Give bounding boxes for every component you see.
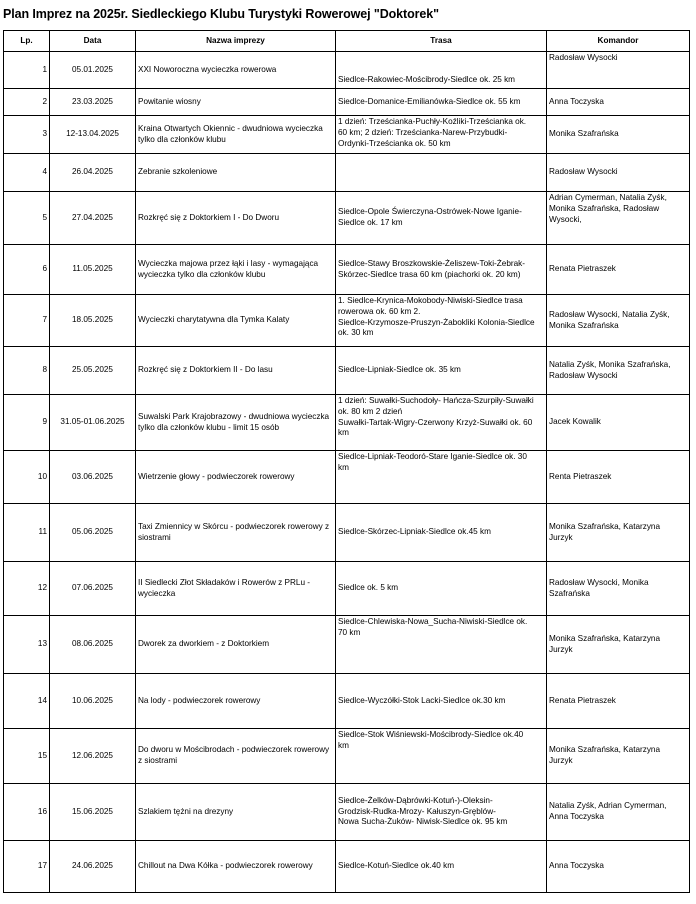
row-number: 17 xyxy=(4,841,50,893)
row-number: 8 xyxy=(4,347,50,395)
event-route: Siedlce ok. 5 km xyxy=(336,562,547,616)
event-name: Rozkręć się z Doktorkiem I - Do Dworu xyxy=(136,192,336,245)
route-line: Ordynki-Trześcianka ok. 50 km xyxy=(338,138,451,148)
event-route: Siedlce-Wyczółki-Stok Lacki-Siedlce ok.30 km xyxy=(336,674,547,729)
row-number: 16 xyxy=(4,784,50,841)
event-date: 25.05.2025 xyxy=(50,347,136,395)
event-date: 10.06.2025 xyxy=(50,674,136,729)
event-name: Rozkręć się z Doktorkiem II - Do lasu xyxy=(136,347,336,395)
table-row xyxy=(4,395,690,451)
event-name: Kraina Otwartych Okiennic - dwudniowa wycieczka tylko dla członków klubu xyxy=(136,116,336,154)
table-row xyxy=(4,295,690,347)
commander-line: Jurzyk xyxy=(549,532,573,542)
event-name: Chillout na Dwa Kółka - podwieczorek rowerowy xyxy=(136,841,336,893)
event-commander xyxy=(547,784,690,841)
event-commander: Renata Pietraszek xyxy=(547,674,690,729)
commander-line: Szafrańska xyxy=(549,588,590,598)
event-date: 18.05.2025 xyxy=(50,295,136,347)
event-route: Siedlce-Rakowiec-Mościbrody-Siedlce ok. 25 km xyxy=(336,52,547,89)
event-commander xyxy=(547,562,690,616)
event-date: 11.05.2025 xyxy=(50,245,136,295)
header-name: Nazwa imprezy xyxy=(136,31,336,52)
route-line: Siedlce-Krzymosze-Pruszyn-Żabokliki Kolonia-Siedlce xyxy=(338,317,535,327)
commander-line: Jurzyk xyxy=(549,756,573,765)
commander-line: Monika Szafrańska, Radosław xyxy=(549,203,660,213)
route-line: 1. Siedlce-Krynica-Mokobody-Niwiski-Siedlce trasa xyxy=(338,296,523,305)
route-line: km xyxy=(338,462,349,472)
table-row xyxy=(4,504,690,562)
event-route xyxy=(336,245,547,295)
route-line: ok. 80 km 2 dzień xyxy=(338,406,403,416)
route-line: Skórzec-Siedlce trasa 60 km (piachorki ok. 20 km) xyxy=(338,269,521,279)
route-line: Siedlce-Stawy Broszkowskie-Żeliszew-Toki-Żebrak- xyxy=(338,258,525,268)
route-line: Siedlce-Stok Wiśniewski-Mościbrody-Siedlce ok.40 xyxy=(338,730,524,739)
event-name: Zebranie szkoleniowe xyxy=(136,154,336,192)
event-route xyxy=(336,154,547,192)
event-commander: Monika Szafrańska xyxy=(547,116,690,154)
event-route: Siedlce-Skórzec-Lipniak-Siedlce ok.45 km xyxy=(336,504,547,562)
event-route: Siedlce-Kotuń-Siedlce ok.40 km xyxy=(336,841,547,893)
route-line: Siedlce-Opole Świerczyna-Ostrówek-Nowe Iganie- xyxy=(338,207,522,217)
event-date: 23.03.2025 xyxy=(50,89,136,116)
event-commander xyxy=(547,347,690,395)
event-name: Powitanie wiosny xyxy=(136,89,336,116)
event-date: 26.04.2025 xyxy=(50,154,136,192)
row-number: 10 xyxy=(4,451,50,504)
event-date: 27.04.2025 xyxy=(50,192,136,245)
table-row xyxy=(4,245,690,295)
route-line: Siedlce-Żelków-Dąbrówki-Kotuń-)-Oleksin- xyxy=(338,795,493,805)
commander-line: Monika Szafrańska xyxy=(549,320,619,330)
table-row xyxy=(4,784,690,841)
route-line: 70 km xyxy=(338,627,361,637)
table-row xyxy=(4,674,690,729)
event-name: Suwalski Park Krajobrazowy - dwudniowa wycieczka tylko dla członków klubu - limit 15 osób xyxy=(136,395,336,451)
events-table xyxy=(3,30,690,893)
commander-line: Radosław Wysocki, Monika xyxy=(549,577,649,587)
row-number: 9 xyxy=(4,395,50,451)
commander-line: Jurzyk xyxy=(549,644,573,654)
route-line: Siedlce-Chlewiska-Nowa_Sucha-Niwiski-Siedlce ok. xyxy=(338,617,528,626)
route-line: ok. 30 km xyxy=(338,328,374,338)
event-date: 07.06.2025 xyxy=(50,562,136,616)
event-date: 24.06.2025 xyxy=(50,841,136,893)
event-date: 03.06.2025 xyxy=(50,451,136,504)
event-date: 05.01.2025 xyxy=(50,52,136,89)
event-name: Do dworu w Mościbrodach - podwieczorek rowerowy z siostrami xyxy=(136,729,336,784)
row-number: 5 xyxy=(4,192,50,245)
commander-line: Radosław Wysocki, Natalia Zyśk, xyxy=(549,309,670,319)
commander-line: Monika Szafrańska, Katarzyna xyxy=(549,745,661,755)
event-route: Siedlce-Domanice-Emilianówka-Siedlce ok. 55 km xyxy=(336,89,547,116)
event-date: 15.06.2025 xyxy=(50,784,136,841)
event-date: 08.06.2025 xyxy=(50,616,136,674)
event-route xyxy=(336,395,547,451)
table-row xyxy=(4,729,690,784)
row-number: 2 xyxy=(4,89,50,116)
row-number: 3 xyxy=(4,116,50,154)
event-commander: Anna Toczyska xyxy=(547,841,690,893)
event-commander: Jacek Kowalik xyxy=(547,395,690,451)
row-number: 14 xyxy=(4,674,50,729)
table-row xyxy=(4,562,690,616)
header-date: Data xyxy=(50,31,136,52)
document-title: Plan Imprez na 2025r. Siedleckiego Klubu Turystyki Rowerowej "Doktorek" xyxy=(3,7,439,21)
route-line: 60 km; 2 dzień: Trześcianka-Narew-Przybudki- xyxy=(338,127,508,137)
event-route xyxy=(336,729,547,784)
event-route xyxy=(336,451,547,504)
event-commander xyxy=(547,295,690,347)
route-line: km xyxy=(338,428,349,438)
commander-line: Adrian Cymerman, Natalia Zyśk, xyxy=(549,193,667,202)
event-commander: Renta Pietraszek xyxy=(547,451,690,504)
table-row xyxy=(4,841,690,893)
commander-line: Radosław Wysocki xyxy=(549,370,618,380)
commander-line: Natalia Zyśk, Adrian Cymerman, xyxy=(549,801,667,811)
commander-line: Monika Szafrańska, Katarzyna xyxy=(549,521,661,531)
event-date: 12.06.2025 xyxy=(50,729,136,784)
route-line: rowerowa ok. 60 km 2. xyxy=(338,306,421,316)
table-row xyxy=(4,116,690,154)
event-route xyxy=(336,116,547,154)
event-commander xyxy=(547,504,690,562)
event-name: Dworek za dworkiem - z Doktorkiem xyxy=(136,616,336,674)
row-number: 4 xyxy=(4,154,50,192)
event-name: Szlakiem tężni na drezyny xyxy=(136,784,336,841)
table-row xyxy=(4,89,690,116)
commander-line: Wysocki, xyxy=(549,214,582,224)
event-commander: Anna Toczyska xyxy=(547,89,690,116)
table-header-row xyxy=(4,31,690,52)
row-number: 12 xyxy=(4,562,50,616)
event-commander: Radosław Wysocki xyxy=(547,52,690,89)
table-row xyxy=(4,616,690,674)
route-line: Nowa Sucha-Żuków- Niwisk-Siedlce ok. 95 km xyxy=(338,817,508,827)
route-line: Siedlce ok. 17 km xyxy=(338,218,403,227)
event-name: Taxi Zmiennicy w Skórcu - podwieczorek rowerowy z siostrami xyxy=(136,504,336,562)
commander-line: Natalia Zyśk, Monika Szafrańska, xyxy=(549,359,671,369)
commander-line: Anna Toczyska xyxy=(549,812,604,821)
row-number: 1 xyxy=(4,52,50,89)
table-row xyxy=(4,347,690,395)
event-date: 05.06.2025 xyxy=(50,504,136,562)
event-name: Wycieczka majowa przez łąki i lasy - wymagająca wycieczka tylko dla członków klubu xyxy=(136,245,336,295)
row-number: 6 xyxy=(4,245,50,295)
commander-line: Monika Szafrańska, Katarzyna xyxy=(549,633,661,643)
route-line: 1 dzień: Suwałki-Suchodoły- Hańcza-Szurpiły-Suwałki xyxy=(338,396,534,405)
event-date: 12-13.04.2025 xyxy=(50,116,136,154)
route-line: Suwałki-Tartak-Wigry-Czerwony Krzyż-Suwałki ok. 60 xyxy=(338,417,533,427)
table-row xyxy=(4,52,690,89)
event-name: Wycieczki charytatywna dla Tymka Kalaty xyxy=(136,295,336,347)
event-route: Siedlce-Lipniak-Siedlce ok. 35 km xyxy=(336,347,547,395)
route-line: Grodzisk-Rudka-Mrozy- Kałuszyn-Gręblów- xyxy=(338,806,496,816)
row-number: 13 xyxy=(4,616,50,674)
event-commander xyxy=(547,192,690,245)
row-number: 7 xyxy=(4,295,50,347)
event-date: 31.05-01.06.2025 xyxy=(50,395,136,451)
row-number: 11 xyxy=(4,504,50,562)
event-route xyxy=(336,192,547,245)
header-lp: Lp. xyxy=(4,31,50,52)
event-commander: Radosław Wysocki xyxy=(547,154,690,192)
event-name: Na lody - podwieczorek rowerowy xyxy=(136,674,336,729)
route-line: 1 dzień: Trześcianka-Puchły-Koźliki-Trześcianka ok. xyxy=(338,117,527,126)
route-line: km xyxy=(338,740,349,750)
table-row xyxy=(4,192,690,245)
event-commander xyxy=(547,729,690,784)
event-commander xyxy=(547,616,690,674)
event-route xyxy=(336,295,547,347)
header-route: Trasa xyxy=(336,31,547,52)
header-commander: Komandor xyxy=(547,31,690,52)
event-name: Wietrzenie głowy - podwieczorek rowerowy xyxy=(136,451,336,504)
event-route xyxy=(336,784,547,841)
route-line: Siedlce-Lipniak-Teodoró-Stare Iganie-Siedlce ok. 30 xyxy=(338,452,527,461)
table-row xyxy=(4,154,690,192)
event-route xyxy=(336,616,547,674)
table-row xyxy=(4,451,690,504)
event-name: II Siedlecki Złot Składaków i Rowerów z PRLu - wycieczka xyxy=(136,562,336,616)
event-name: XXI Noworoczna wycieczka rowerowa xyxy=(136,52,336,89)
row-number: 15 xyxy=(4,729,50,784)
event-commander: Renata Pietraszek xyxy=(547,245,690,295)
